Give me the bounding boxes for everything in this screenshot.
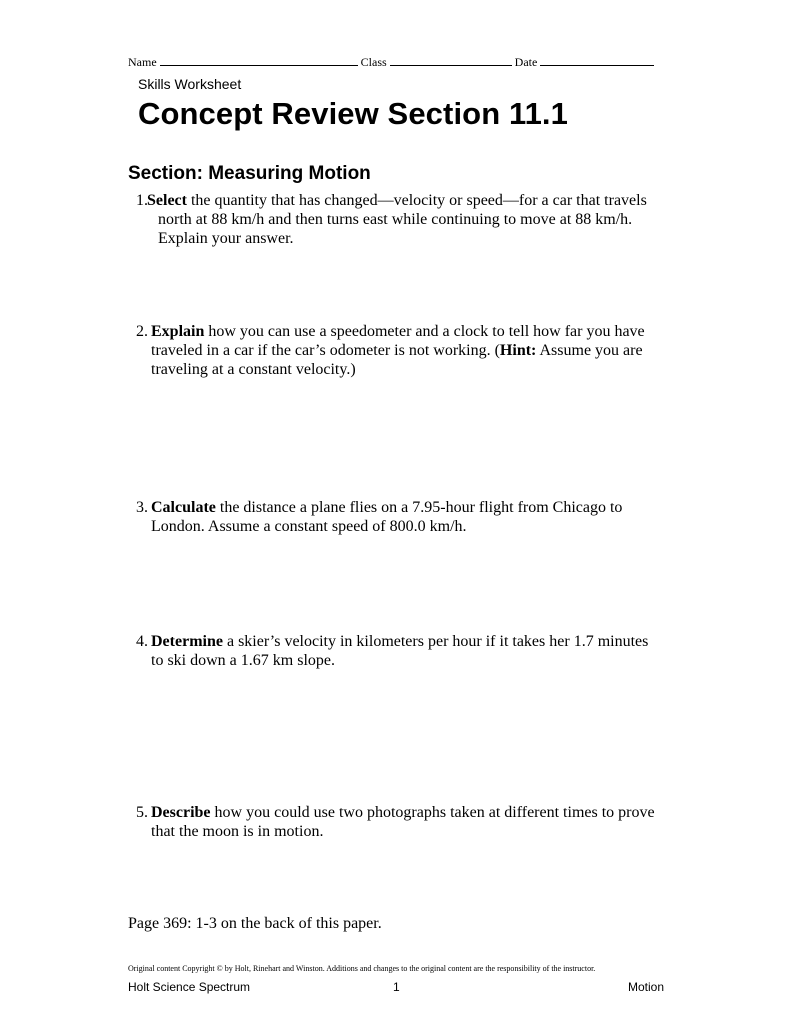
date-label: Date xyxy=(514,55,538,69)
footer-page-number: 1 xyxy=(393,980,400,994)
date-field[interactable] xyxy=(540,54,654,66)
question-text: the quantity that has changed—velocity or speed—for a car that travels north at 88 km/h and then turns east while continuing to move at 88 km/h. Explain your answer. xyxy=(158,192,647,247)
hint-text: Assume you are traveling at a constant velocity.) xyxy=(151,342,643,378)
question-number: 2. xyxy=(136,323,148,340)
question-number: 1. xyxy=(136,192,148,209)
question-keyword: Describe xyxy=(151,804,211,821)
question-number: 4. xyxy=(136,633,148,650)
name-field[interactable] xyxy=(160,54,358,66)
question-number: 3. xyxy=(136,499,148,516)
question-keyword: Select xyxy=(147,192,187,209)
footer-book-title: Holt Science Spectrum xyxy=(128,980,251,994)
homework-note: Page 369: 1-3 on the back of this paper. xyxy=(128,915,382,932)
worksheet-type: Skills Worksheet xyxy=(138,76,242,92)
name-class-date-header xyxy=(128,54,668,70)
question-text: how you can use a speedometer and a clock to tell how far you have traveled in a car if the car’s odometer is not working. ( xyxy=(151,323,645,359)
question-number: 5. xyxy=(136,804,148,821)
name-label: Name xyxy=(128,55,157,69)
question-keyword: Determine xyxy=(151,633,223,650)
class-label: Class xyxy=(360,55,387,69)
question-keyword: Explain xyxy=(151,323,205,340)
hint-label: Hint: xyxy=(499,342,537,359)
class-field[interactable] xyxy=(390,54,512,66)
section-title: Section: Measuring Motion xyxy=(128,163,371,184)
page-title: Concept Review Section 11.1 xyxy=(138,96,568,131)
question-text: how you could use two photographs taken at different times to prove that the moon is in motion. xyxy=(151,804,655,840)
copyright-notice: Original content Copyright © by Holt, Rinehart and Winston. Additions and changes to the original content are the responsibility of the instructor. xyxy=(128,964,596,973)
question-text: the distance a plane flies on a 7.95-hour flight from Chicago to London. Assume a constant speed of 800.0 km/h. xyxy=(151,499,623,535)
footer-chapter: Motion xyxy=(628,980,665,994)
question-text: a skier’s velocity in kilometers per hour if it takes her 1.7 minutes to ski down a 1.67 km slope. xyxy=(151,633,649,669)
question-keyword: Calculate xyxy=(151,499,216,516)
